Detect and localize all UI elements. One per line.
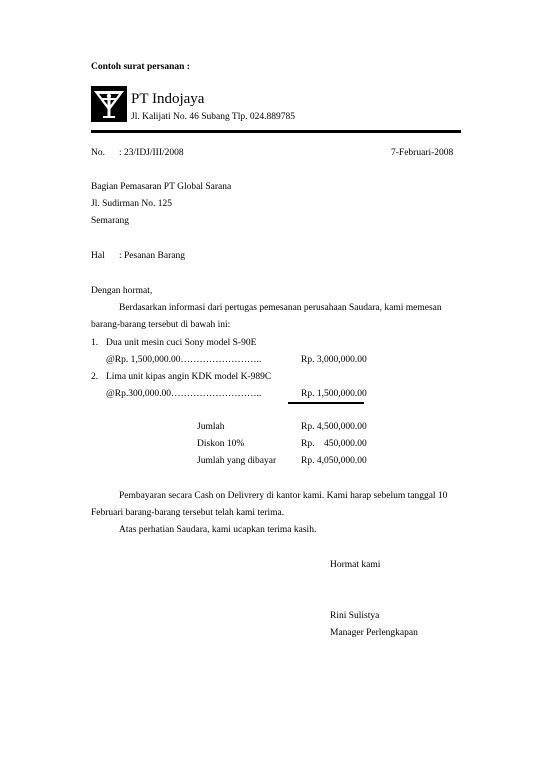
signature-name: Rini Sulistya: [330, 611, 380, 621]
closing-line: Atas perhatian Saudara, kami ucapkan terima kasih.: [119, 525, 317, 535]
item-number: 1.: [91, 338, 99, 348]
total-label: Diskon 10%: [197, 439, 245, 449]
company-logo-icon: [91, 86, 127, 122]
company-address: Jl. Kalijati No. 46 Subang Tlp. 024.889785: [131, 112, 295, 122]
item-calculation: @Rp. 1,500,000.00……………………..: [106, 355, 262, 365]
closing-line: Pembayaran secara Cash on Delivrery di kantor kami. Kami harap sebelum tanggal 10: [119, 491, 448, 501]
salutation: Dengan hormat,: [91, 286, 153, 296]
letter-date: 7-Februari-2008: [391, 148, 454, 158]
letterhead-divider: [91, 130, 461, 133]
item-amount: Rp. 1,500,000.00: [301, 389, 367, 399]
item-calculation: @Rp.300,000.00………………………..: [106, 389, 262, 399]
recipient-line: Jl. Sudirman No. 125: [91, 199, 173, 209]
sum-divider: [288, 402, 364, 404]
signature-title: Manager Perlengkapan: [330, 628, 418, 638]
total-amount: Rp. 4,500,000.00: [301, 422, 367, 432]
signature-regards: Hormat kami: [330, 560, 381, 570]
total-label: Jumlah: [197, 422, 225, 432]
intro-line: barang-barang tersebut di bawah ini:: [91, 320, 231, 330]
reference-number: : 23/IDJ/III/2008: [119, 148, 184, 158]
reference-label: No.: [91, 148, 105, 158]
item-description: Lima unit kipas angin KDK model K-989C: [106, 372, 272, 382]
total-amount: Rp. 4,050,000.00: [301, 456, 367, 466]
item-number: 2.: [91, 372, 99, 382]
company-name: PT Indojaya: [131, 91, 205, 107]
recipient-line: Semarang: [91, 216, 129, 226]
item-description: Dua unit mesin cuci Sony model S-90E: [106, 338, 257, 348]
total-label: Jumlah yang dibayar: [197, 456, 277, 466]
intro-line: Berdasarkan informasi dari pertugas pemesanan perusahaan Saudara, kami memesan: [119, 303, 442, 313]
total-amount: Rp. 450,000.00: [301, 439, 367, 449]
recipient-line: Bagian Pemasaran PT Global Sarana: [91, 182, 232, 192]
document-heading: Contoh surat persanan :: [91, 62, 190, 72]
subject-value: : Pesanan Barang: [119, 251, 185, 261]
closing-line: Februari barang-barang tersebut telah kami terima.: [91, 508, 285, 518]
subject-label: Hal: [91, 251, 105, 261]
item-amount: Rp. 3,000,000.00: [301, 355, 367, 365]
